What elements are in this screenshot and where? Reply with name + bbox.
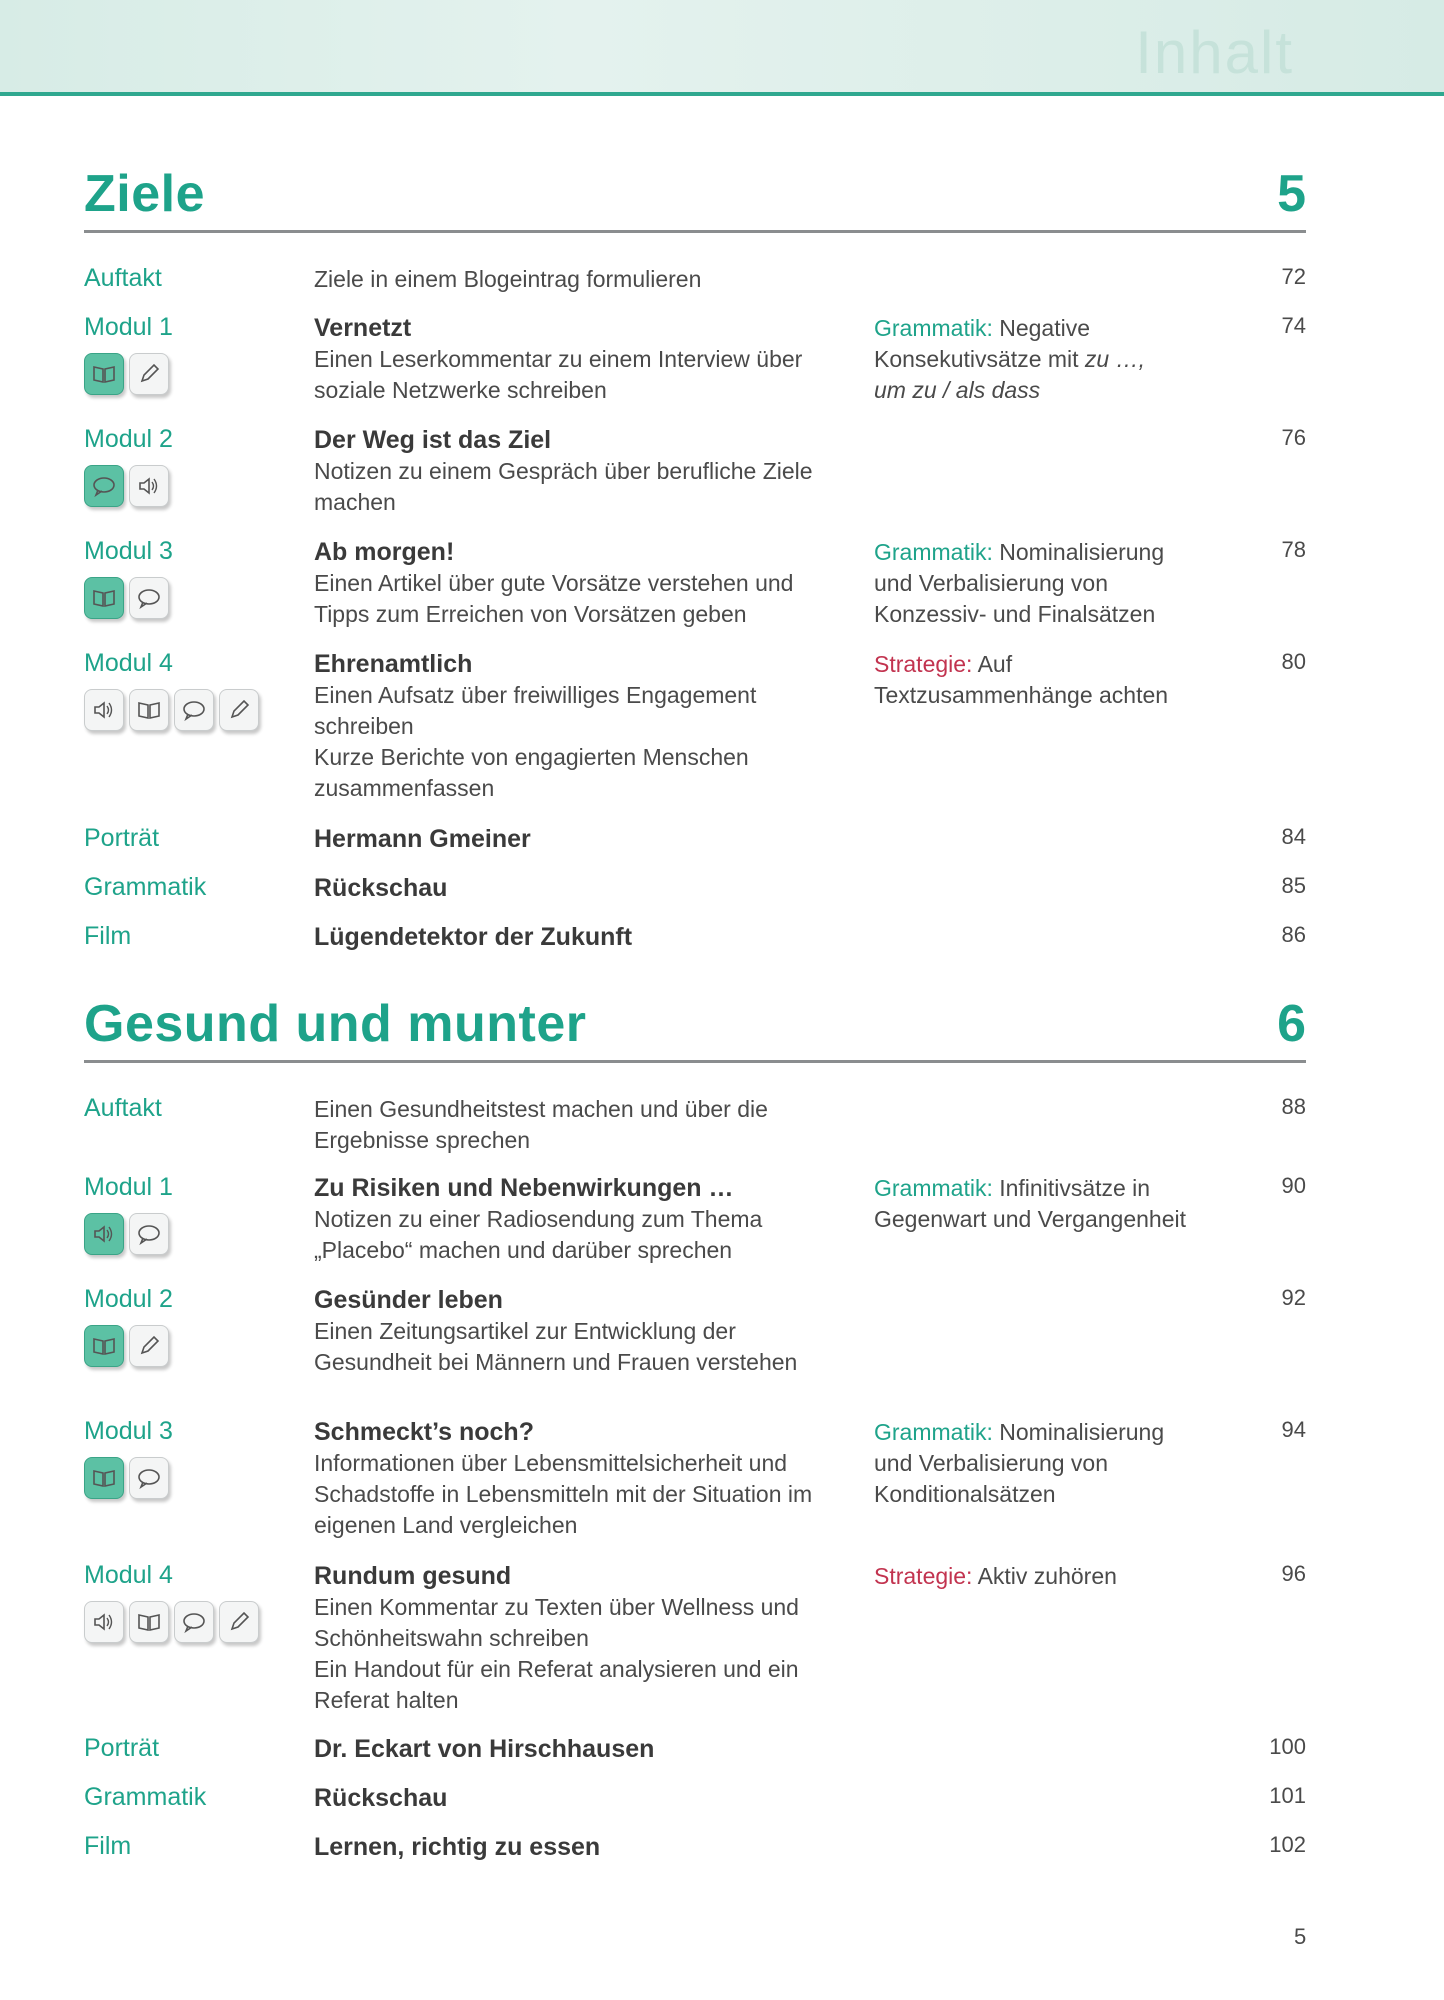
row-desc: machen <box>314 489 396 515</box>
skill-icons <box>84 465 169 511</box>
row-label: Porträt <box>84 1734 160 1762</box>
header-band <box>0 0 1444 96</box>
page-number: 94 <box>1281 1417 1306 1442</box>
row-main <box>314 1561 954 1716</box>
row-title: Lügendetektor der Zukunft <box>314 923 633 951</box>
note-text: Auf <box>977 651 1013 677</box>
section-gesund <box>84 980 1306 1063</box>
row-title: Lernen, richtig zu essen <box>314 1833 601 1861</box>
note-text: Textzusammenhänge achten <box>874 682 1169 708</box>
page-number: 88 <box>1281 1094 1306 1119</box>
skill-icons <box>84 689 259 735</box>
book-icon <box>84 1457 124 1499</box>
page-number: 92 <box>1281 1285 1306 1310</box>
page-number: 86 <box>1281 922 1306 947</box>
note-text: Negative <box>999 315 1091 341</box>
grammar-note <box>874 537 1214 630</box>
grammar-note <box>874 1173 1214 1235</box>
page-number: 76 <box>1281 425 1306 450</box>
row-main <box>314 922 954 953</box>
note-text: Aktiv zuhören <box>977 1563 1117 1589</box>
row-desc: Notizen zu einem Gespräch über berufliche Ziele <box>314 458 813 484</box>
grammar-note <box>874 313 1214 406</box>
row-desc: Schadstoffe in Lebensmitteln mit der Situation im <box>314 1481 813 1507</box>
note-key: Strategie: <box>874 651 973 677</box>
page-number: 84 <box>1281 824 1306 849</box>
section-header <box>84 150 1306 233</box>
speaker-icon <box>84 1213 124 1255</box>
row-main <box>314 313 954 406</box>
page-number: 96 <box>1281 1561 1306 1586</box>
row-label: Auftakt <box>84 1094 162 1122</box>
row-title: Rückschau <box>314 874 448 902</box>
footer-page-number: 5 <box>1294 1924 1307 1949</box>
note-text: Gegenwart und Vergangenheit <box>874 1206 1187 1232</box>
row-main <box>314 264 954 295</box>
row-desc: Einen Leserkommentar zu einem Interview über <box>314 346 803 372</box>
skill-icons <box>84 1325 169 1371</box>
note-key: Grammatik: <box>874 1175 993 1201</box>
row-desc: Informationen über Lebensmittelsicherheit und <box>314 1450 788 1476</box>
row-main <box>314 1094 954 1156</box>
row-desc: zusammenfassen <box>314 775 495 801</box>
note-text: um zu / als dass <box>874 377 1041 403</box>
book-icon <box>129 689 169 731</box>
note-text: Infinitivsätze in <box>999 1175 1151 1201</box>
page-number: 74 <box>1281 313 1306 338</box>
row-label: Porträt <box>84 824 160 852</box>
note-key: Grammatik: <box>874 539 993 565</box>
row-title: Der Weg ist das Ziel <box>314 426 552 454</box>
note-text: Nominalisierung <box>999 1419 1165 1445</box>
row-desc: Einen Kommentar zu Texten über Wellness und <box>314 1594 799 1620</box>
row-label: Modul 1 <box>84 313 173 341</box>
row-main <box>314 824 954 855</box>
row-label: Modul 2 <box>84 1285 173 1313</box>
page-number: 72 <box>1281 264 1306 289</box>
page-number: 85 <box>1281 873 1306 898</box>
book-icon <box>129 1601 169 1643</box>
row-title: Hermann Gmeiner <box>314 825 531 853</box>
grammar-note <box>874 1417 1214 1510</box>
section-title: Ziele <box>84 165 205 223</box>
skill-icons <box>84 1213 169 1259</box>
row-label: Grammatik <box>84 873 207 901</box>
speech-bubble-icon <box>129 1213 169 1255</box>
row-title: Vernetzt <box>314 314 412 342</box>
speaker-icon <box>84 1601 124 1643</box>
note-key: Strategie: <box>874 1563 973 1589</box>
row-title: Schmeckt’s noch? <box>314 1418 534 1446</box>
row-main <box>314 1832 954 1863</box>
row-desc: Einen Aufsatz über freiwilliges Engagement <box>314 682 757 708</box>
row-desc: Einen Gesundheitstest machen und über die <box>314 1096 768 1122</box>
speaker-icon <box>84 689 124 731</box>
row-main <box>314 1734 954 1765</box>
row-label: Film <box>84 1832 132 1860</box>
row-title: Ab morgen! <box>314 538 455 566</box>
row-label: Auftakt <box>84 264 162 292</box>
note-text: und Verbalisierung von <box>874 570 1108 596</box>
skill-icons <box>84 353 169 399</box>
row-title: Dr. Eckart von Hirschhausen <box>314 1735 655 1763</box>
skill-icons <box>84 577 169 623</box>
row-desc: Ein Handout für ein Referat analysieren und ein <box>314 1656 799 1682</box>
row-main <box>314 873 954 904</box>
row-main <box>314 1173 954 1266</box>
section-header <box>84 980 1306 1063</box>
row-desc: Einen Zeitungsartikel zur Entwicklung der <box>314 1318 736 1344</box>
note-text: und Verbalisierung von <box>874 1450 1108 1476</box>
row-title: Rundum gesund <box>314 1562 512 1590</box>
row-label: Modul 3 <box>84 1417 173 1445</box>
page-number: 101 <box>1269 1783 1306 1808</box>
book-icon <box>84 577 124 619</box>
header-watermark: Inhalt <box>1135 19 1294 86</box>
row-desc: Gesundheit bei Männern und Frauen verstehen <box>314 1349 798 1375</box>
note-text: Konditionalsätzen <box>874 1481 1056 1507</box>
row-title: Gesünder leben <box>314 1286 503 1314</box>
pencil-icon <box>129 353 169 395</box>
note-text: Nominalisierung <box>999 539 1165 565</box>
row-label: Modul 4 <box>84 649 173 677</box>
row-desc: Kurze Berichte von engagierten Menschen <box>314 744 749 770</box>
strategy-note <box>874 1561 1214 1592</box>
speech-bubble-icon <box>174 689 214 731</box>
row-main <box>314 1285 954 1378</box>
row-desc: Referat halten <box>314 1687 459 1713</box>
pencil-icon <box>129 1325 169 1367</box>
row-main <box>314 425 954 518</box>
section-ziele <box>84 150 1306 233</box>
row-main <box>314 537 954 630</box>
row-desc: Ziele in einem Blogeintrag formulieren <box>314 266 702 292</box>
speaker-icon <box>129 465 169 507</box>
row-desc: eigenen Land vergleichen <box>314 1512 578 1538</box>
skill-icons <box>84 1457 169 1503</box>
pencil-icon <box>219 1601 259 1643</box>
speech-bubble-icon <box>84 465 124 507</box>
row-main <box>314 649 954 804</box>
note-text: Konzessiv- und Finalsätzen <box>874 601 1156 627</box>
row-label: Modul 3 <box>84 537 173 565</box>
row-label: Modul 4 <box>84 1561 173 1589</box>
page-number: 78 <box>1281 537 1306 562</box>
row-main <box>314 1417 954 1541</box>
note-key: Grammatik: <box>874 1419 993 1445</box>
skill-icons <box>84 1601 259 1647</box>
row-main <box>314 1783 954 1814</box>
note-text: Konsekutivsätze mit <box>874 346 1079 372</box>
speech-bubble-icon <box>129 577 169 619</box>
page-number: 80 <box>1281 649 1306 674</box>
row-title: Rückschau <box>314 1784 448 1812</box>
row-desc: Ergebnisse sprechen <box>314 1127 531 1153</box>
row-label: Grammatik <box>84 1783 207 1811</box>
strategy-note <box>874 649 1214 711</box>
page-number: 100 <box>1269 1734 1306 1759</box>
row-title: Zu Risiken und Nebenwirkungen … <box>314 1174 734 1202</box>
row-title: Ehrenamtlich <box>314 650 473 678</box>
note-text: zu …, <box>1084 346 1145 372</box>
row-label: Modul 1 <box>84 1173 173 1201</box>
page-number: 102 <box>1269 1832 1306 1857</box>
section-number: 6 <box>1277 995 1306 1053</box>
speech-bubble-icon <box>174 1601 214 1643</box>
note-key: Grammatik: <box>874 315 993 341</box>
page-number: 90 <box>1281 1173 1306 1198</box>
row-desc: schreiben <box>314 713 414 739</box>
row-desc: soziale Netzwerke schreiben <box>314 377 607 403</box>
book-icon <box>84 1325 124 1367</box>
row-label: Modul 2 <box>84 425 173 453</box>
book-icon <box>84 353 124 395</box>
section-title: Gesund und munter <box>84 995 587 1053</box>
row-desc: Schönheitswahn schreiben <box>314 1625 589 1651</box>
section-number: 5 <box>1277 165 1306 223</box>
row-desc: Einen Artikel über gute Vorsätze verstehen und <box>314 570 794 596</box>
row-desc: Notizen zu einer Radiosendung zum Thema <box>314 1206 763 1232</box>
row-label: Film <box>84 922 132 950</box>
row-desc: „Placebo“ machen und darüber sprechen <box>314 1237 733 1263</box>
speech-bubble-icon <box>129 1457 169 1499</box>
row-desc: Tipps zum Erreichen von Vorsätzen geben <box>314 601 747 627</box>
pencil-icon <box>219 689 259 731</box>
